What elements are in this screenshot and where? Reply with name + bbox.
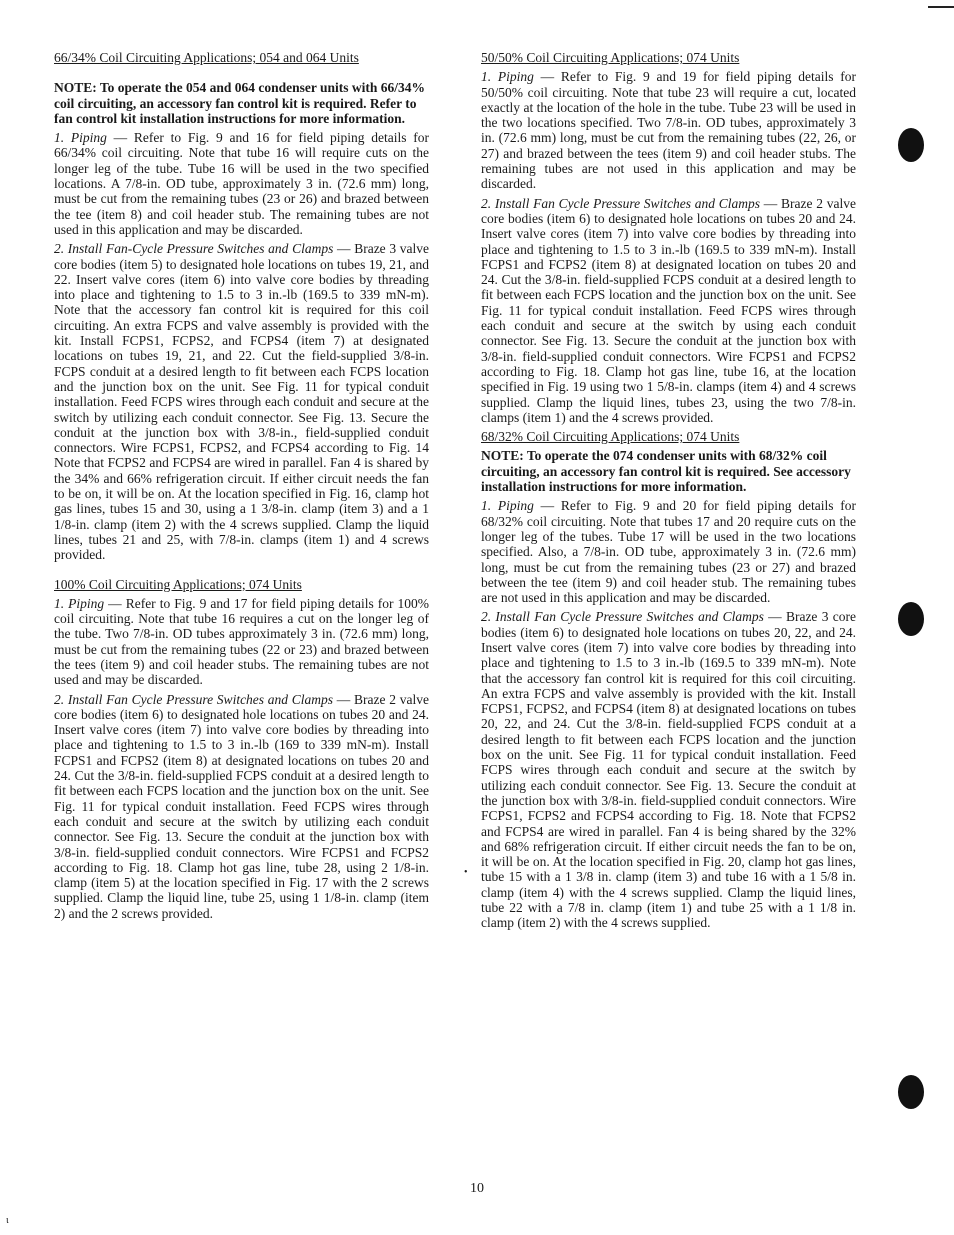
page-number: 10 [470,1181,484,1196]
step-text: — Braze 3 valve core bodies (item 5) to designated hole locations on tubes 19, 21, and 22. Insert valve cores (item 6) into valve core bodies by threading into place and tightening to 1.5 to 3 in.-lb (169.5 to 339 mN-m). Note that the accessory fan control kit is required for this coil circuiting. An extra FCPS and valve assembly is provided with the kit. Install FCPS1, FCPS2, and FCPS4 (item 7) at designated locations on tubes 19, 21, and 22. Cut the field-supplied 3/8-in. FCPS conduit at a desired length to fit between each FCPS location and the junction box on the unit. See Fig. 11 for typical conduit installation. Feed FCPS wires through each conduit and secure at the switch by utilizing each conduit connector. See Fig. 13. Secure the conduit at the junction box with 3/8-in., field-supplied conduit connectors. Wire FCPS1, FCPS2, and FCPS4 according to Fig. 14 Note that FCPS2 and FCPS4 are wired in parallel. Fan 4 is shared by the 34% and 66% refrigeration circuit. If either circuit needs the fan to be on, it will be on. At the location specified in Fig. 16, clamp hot gas lines, tubes 15 and 30, using a 1 3/8-in. clamp (item 3) and a 1 1/8-in. clamp (item 2) with the 4 screws supplied. Clamp the liquid lines, tubes 21 and 25, with 7/8-in. clamps (item 1) and 4 screws provided. [54,241,429,563]
note-68-32: NOTE: To operate the 074 condenser units with 68/32% coil circuiting, an accessory fan control kit is required. See accessory installation instructions for more information. [481,448,851,495]
binder-hole-bottom [898,1075,924,1109]
paragraph-switches-68-32 [481,609,856,930]
binder-hole-middle [898,602,924,636]
step-text: — Refer to Fig. 9 and 16 for field piping details for 66/34% coil circuiting. Note that tube 16 will require cuts on the longer leg of the tube. Tube 16 will be used in the two specified locations. A 7/8-in. OD tube, approximately 3 in. (72.6 mm) long, must be cut from the remaining tubes (23 or 26) and brazed between the tee (item 8) and coil header stub. The remaining tubes are not used in this application and may be discarded. [54,130,430,237]
section-gap [54,567,429,577]
paragraph-piping-68-32 [481,498,856,605]
paragraph-switches-100 [54,692,429,921]
step-text: — Braze 2 valve core bodies (item 6) to designated hole locations on tubes 20 and 24. Insert valve cores (item 7) into valve core bodies by threading into place and tightening to 1.5 to 3 in.-lb (169.5 to 339 mN-m). Install FCPS1 and FCPS2 (item 8) at designated location on tubes 20 and 24. Cut the 3/8-in. field-supplied FCPS conduit at a desired length to fit between each FCPS location and the junction box on the unit. See Fig. 11 for typical conduit installation. Feed FCPS wires through each conduit and secure at the switch by using each conduit connector. See Fig. 13. Secure the conduit at the junction box with 3/8-in. field-supplied conduit connectors. Wire FCPS1 and FCPS2 according to Fig. 18. Clamp hot gas line, tube 16, at the location specified in Fig. 19 using two 1 5/8-in. clamps (item 4) and 4 screws supplied. Clamp the liquid lines, tubes 23, using the two 7/8-in. clamps (item 1) and the 4 screws provided. [481,195,856,425]
paragraph-switches-50-50 [481,196,856,425]
step-lead: 2. Install Fan-Cycle Pressure Switches and Clamps [54,241,334,257]
paragraph-switches-66-34 [54,241,429,562]
right-column [481,50,856,935]
section-heading-50-50: 50/50% Coil Circuiting Applications; 074 Units [481,50,740,65]
paragraph-piping-66-34 [54,130,429,237]
paragraph-piping-100 [54,596,429,688]
step-lead: 1. Piping [481,498,534,514]
binder-hole-top [898,128,924,162]
step-text: — Refer to Fig. 9 and 17 for field piping details for 100% coil circuiting. Note that tube 16 requires a cut on the longer leg of the tube. Two 7/8-in. OD tubes approximately 3 in. (72.6 mm) long, must be cut from the remaining tubes (22 or 23) and brazed between the tees (item 9) and coil header stubs. The remaining tubes are not used and may be discarded. [54,595,429,688]
section-heading-100: 100% Coil Circuiting Applications; 074 Units [54,576,302,592]
step-lead: 1. Piping [54,595,105,611]
scan-edge-mark [928,6,954,8]
step-text: — Refer to Fig. 9 and 19 for field piping details for 50/50% coil circuiting. Note that tube 23 will require a cut, located exactly at the location of the hole in the tube. Tube 23 will be used in the two locations specified. Two 7/8-in. OD tubes, approximately 3 in. (72.6 mm) long, must be cut from the remaining tubes (22, 26, or 27) and brazed between the tees (item 9) and coil header stubs. The remaining tubes are not used in this application and may be discarded. [481,69,857,192]
step-text: — Braze 2 valve core bodies (item 6) to designated hole locations on tubes 20 and 24. Insert valve cores (item 7) into valve core bodies by threading into place and tightening to 1.5 to 3 in.-lb (169 to 339 mN-m). Install FCPS1 and FCPS2 (item 8) at designated locations on tubes 20 and 24. Cut the 3/8-in. field-supplied FCPS conduit at a desired length to fit between each FCPS location and the junction box on the unit. See Fig. 11 for typical conduit installation. Feed FCPS wires through each conduit and secure at the switch by utilizing each conduit connector. See Fig. 13. Secure the conduit at the junction box with 3/8-in. field-supplied conduit connectors. Wire FCPS1 and FCPS2 according to Fig. 18. Clamp hot gas line, tube 28, using 2 1/8-in. clamp (item 5) at the location specified in Fig. 17 with the 2 screws supplied. Clamp the liquid line, tube 25, using 1 1/8-in. clamp (item 2) and the 2 screws provided. [54,691,429,921]
step-text: — Refer to Fig. 9 and 20 for field piping details for 68/32% coil circuiting. Note that tubes 17 and 20 require cuts on the longer leg of the tubes. Tube 17 will be used in the two locations specified. Also, a 7/8-in. OD tube, approximately 3 in. (72.6 mm) long, must be cut from the remaining tubes (23 or 27) and brazed between the tee (item 9) and coil header stub. The remaining tubes are not used in this application and may be discarded. [481,498,857,606]
left-column [54,50,429,925]
step-lead: 1. Piping [481,69,534,85]
note-66-34: NOTE: To operate the 054 and 064 condenser units with 66/34% coil circuiting, an accessory fan control kit is required. Refer to fan control kit installation instructions for more information. [54,80,426,126]
step-lead: 1. Piping [54,130,107,146]
paragraph-piping-50-50 [481,69,856,191]
step-lead: 2. Install Fan Cycle Pressure Switches and Clamps [481,609,764,625]
scan-speck: • [464,867,468,878]
section-heading-66-34: 66/34% Coil Circuiting Applications; 054 and 064 Units [54,50,359,65]
section-heading-68-32: 68/32% Coil Circuiting Applications; 074 Units [481,429,740,445]
step-lead: 2. Install Fan Cycle Pressure Switches and Clamps [481,195,761,211]
scan-speck: ι [6,1215,9,1226]
step-text: — Braze 3 core bodies (item 6) to designated hole locations on tubes 20, 22, and 24. Insert valve cores (item 7) into valve core bodies by threading into place and tightening to 1.5 to 3 in.-lb (169.5 to 339 mN-m). Note that the accessory fan control kit is required for this coil circuiting. An extra FCPS and valve assembly is provided with the kit. Install FCPS1, FCPS2, and FCPS4 (item 8) at designated locations on tubes 20, 22, and 24. Cut the 3/8-in. field-supplied FCPS conduit at a desired length to fit between each FCPS location and the junction box on the unit. See Fig. 11 for typical conduit installation. Feed FCPS wires through each conduit and secure at the switch by utilizing each conduit connector. See Fig. 13. Secure the conduit at the junction box with 3/8-in. field-supplied conduit connectors. Wire FCPS1, FCPS2 and FCPS4 according to Fig. 18. Note that FCPS2 and FCPS4 are wired in parallel. Fan 4 is being shared by the 32% and 68% refrigeration circuit. If either circuit needs the fan to be on, it will be on. At the location specified in Fig. 20, clamp hot gas lines, tube 15 with a 1 3/8 in. clamp (item 3) and tube 16 with a 1 5/8 in. clamp (item 4) with the 4 screws supplied. Clamp the liquid lines, tube 22 with a 7/8 in. clamp (item 1) and tube 25 with a 1 1/8 in. clamp (item 2) with the 4 screws supplied. [481,609,856,931]
step-lead: 2. Install Fan Cycle Pressure Switches and Clamps [54,691,334,707]
